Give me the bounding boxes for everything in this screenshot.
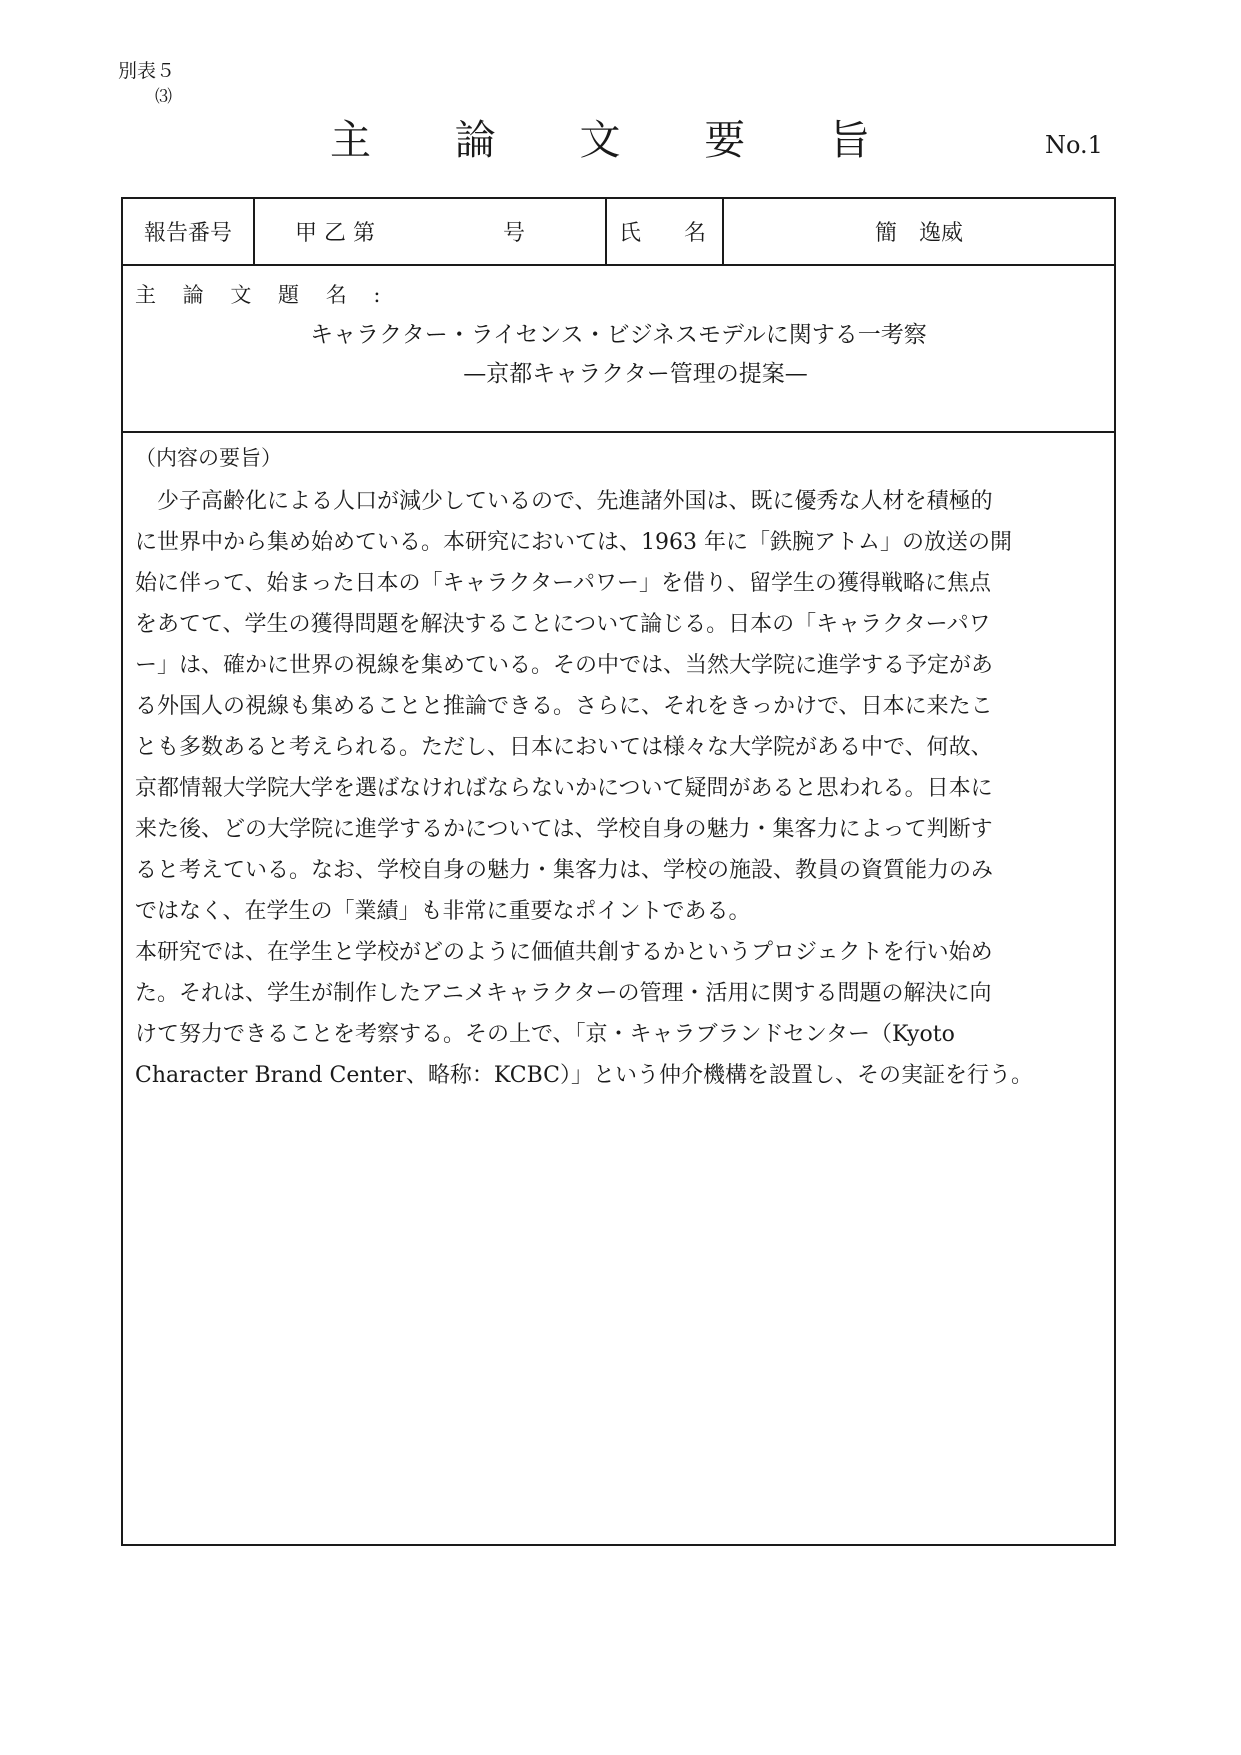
text-line: ると考えている。なお、学校自身の魅力・集客力は、学校の施設、教員の資質能力のみ: [135, 858, 994, 883]
text-line: る外国人の視線も集めることと推論できる。さらに、それをきっかけで、日本に来たこ: [135, 694, 993, 719]
report-prefix: 甲 乙 第: [295, 221, 375, 246]
summary-paragraph-2: [135, 932, 1102, 1096]
summary-content: [123, 433, 1114, 1544]
title-char: 文: [579, 116, 621, 164]
title-char: 旨: [829, 116, 870, 164]
report-suffix: 号: [503, 221, 526, 246]
document-title: [330, 118, 870, 163]
report-number-field: [255, 199, 607, 264]
name-family: 簡: [874, 221, 897, 246]
text-line: Character Brand Center、略称：KCBC）」という仲介機構を設置し、その実証を行う。: [135, 1063, 1033, 1088]
title-char: 要: [704, 116, 746, 164]
text-line: とも多数あると考えられる。ただし、日本においては様々な大学院がある中で、何故、: [135, 735, 993, 760]
thesis-subtitle: —京都キャラクター管理の提案—: [463, 361, 808, 387]
summary-label: （内容の要旨）: [135, 446, 282, 470]
thesis-title-section: [123, 266, 1114, 433]
text-line: ではなく、在学生の「業績」も非常に重要なポイントである。: [135, 899, 751, 924]
name-given: 逸威: [919, 221, 964, 246]
text-line: ー」は、確かに世界の視線を集めている。その中では、当然大学院に進学する予定があ: [135, 653, 994, 678]
text-line: 本研究では、在学生と学校がどのように価値共創するかというプロジェクトを行い始め: [135, 940, 993, 965]
text-line: 始に伴って、始まった日本の「キャラクターパワー」を借り、留学生の獲得戦略に焦点: [135, 571, 992, 596]
title-char: 主: [330, 116, 371, 164]
text-line: に世界中から集め始めている。本研究においては、1963 年に「鉄腕アトム」の放送の開: [135, 530, 1012, 555]
name-label: 氏 名: [607, 199, 724, 264]
text-line: 少子高齢化による人口が減少しているので、先進諸外国は、既に優秀な人材を積極的: [157, 489, 993, 514]
text-line: 来た後、どの大学院に進学するかについては、学校自身の魅力・集客力によって判断す: [135, 817, 993, 842]
appendix-sub-label: ⑶: [155, 87, 172, 107]
text-line: た。それは、学生が制作したアニメキャラクターの管理・活用に関する問題の解決に向: [135, 981, 992, 1006]
name-field: [724, 199, 1114, 264]
summary-form: [121, 197, 1116, 1546]
summary-paragraph-1: [135, 481, 1102, 932]
title-char: 論: [454, 116, 496, 164]
thesis-title-label: 主 論 文 題 名 :: [135, 283, 391, 307]
text-line: をあてて、学生の獲得問題を解決することについて論じる。日本の「キャラクターパワ: [135, 612, 991, 637]
thesis-title: キャラクター・ライセンス・ビジネスモデルに関する一考察: [310, 322, 927, 348]
appendix-label: 別表５: [118, 60, 176, 82]
page-number: No.1: [1045, 131, 1103, 159]
text-line: 京都情報大学院大学を選ばなければならないかについて疑問があると思われる。日本に: [135, 776, 993, 801]
text-line: けて努力できることを考察する。その上で、「京・キャラブランドセンター（Kyoto: [135, 1022, 955, 1047]
report-number-label: 報告番号: [123, 199, 255, 264]
form-header-row: [123, 199, 1114, 266]
